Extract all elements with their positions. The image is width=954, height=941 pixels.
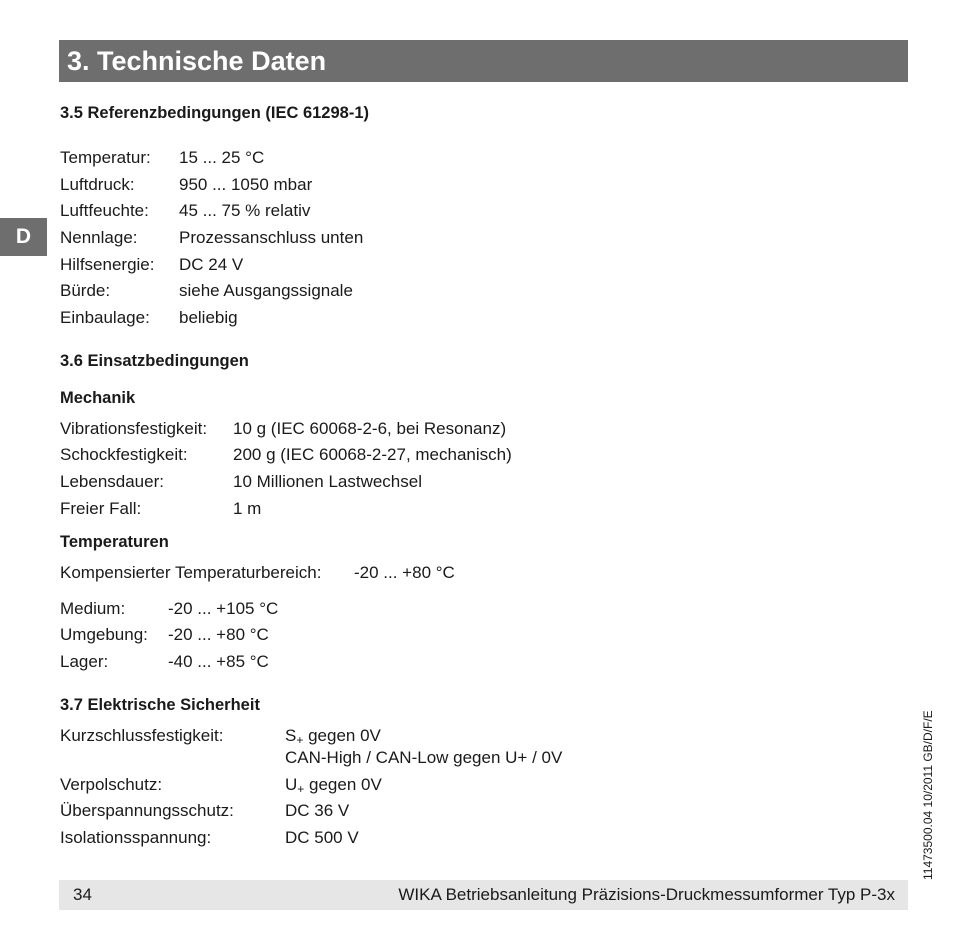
spec-value: siehe Ausgangssignale — [179, 281, 353, 300]
section-heading-operating-conditions: 3.6 Einsatzbedingungen — [60, 352, 249, 370]
value-subscript: + — [296, 733, 304, 747]
spec-label: Medium: — [60, 599, 126, 618]
spec-value: -40 ... +85 °C — [168, 652, 269, 671]
page-footer — [59, 880, 908, 910]
spec-value: DC 24 V — [179, 255, 244, 274]
spec-label: Isolationsspannung: — [60, 828, 212, 847]
subheading-mechanics: Mechanik — [60, 389, 136, 407]
value-text: gegen 0V — [304, 775, 382, 794]
chapter-header — [59, 40, 908, 82]
spec-label: Hilfsenergie: — [60, 255, 155, 274]
spec-label: Temperatur: — [60, 148, 151, 167]
spec-label: Verpolschutz: — [60, 775, 163, 794]
spec-value: 200 g (IEC 60068-2-27, mechanisch) — [233, 445, 512, 464]
spec-label: Überspannungsschutz: — [60, 801, 234, 820]
document-code: 11473500.04 10/2011 GB/D/F/E — [921, 710, 935, 880]
value-subscript: + — [297, 782, 305, 796]
spec-value: 10 Millionen Lastwechsel — [233, 472, 422, 491]
spec-label: Luftdruck: — [60, 175, 135, 194]
section-heading-reference-conditions: 3.5 Referenzbedingungen (IEC 61298-1) — [60, 104, 369, 122]
language-tab: D — [0, 218, 47, 256]
spec-label: Einbaulage: — [60, 308, 150, 327]
subheading-temperatures: Temperaturen — [60, 533, 169, 551]
spec-value: 45 ... 75 % relativ — [179, 201, 311, 220]
spec-value: 10 g (IEC 60068-2-6, bei Resonanz) — [233, 419, 507, 438]
value-symbol: U — [285, 775, 298, 794]
spec-label: Kompensierter Temperaturbereich: — [60, 563, 322, 582]
spec-value — [285, 726, 381, 750]
spec-value: 15 ... 25 °C — [179, 148, 265, 167]
value-text: gegen 0V — [303, 726, 381, 745]
section-heading-electrical-safety: 3.7 Elektrische Sicherheit — [60, 696, 260, 714]
spec-label: Bürde: — [60, 281, 111, 300]
spec-label: Nennlage: — [60, 228, 138, 247]
spec-value: 950 ... 1050 mbar — [179, 175, 313, 194]
spec-value: beliebig — [179, 308, 238, 327]
spec-label: Lebensdauer: — [60, 472, 164, 491]
spec-value: Prozessanschluss unten — [179, 228, 364, 247]
spec-label: Umgebung: — [60, 625, 148, 644]
spec-value: -20 ... +80 °C — [168, 625, 269, 644]
spec-value: CAN-High / CAN-Low gegen U+ / 0V — [285, 748, 563, 767]
spec-value: 1 m — [233, 499, 262, 518]
spec-label: Schockfestigkeit: — [60, 445, 188, 464]
spec-label: Vibrationsfestigkeit: — [60, 419, 208, 438]
spec-value: -20 ... +105 °C — [168, 599, 279, 618]
spec-value: DC 500 V — [285, 828, 359, 847]
value-symbol: S — [285, 726, 297, 745]
spec-value: DC 36 V — [285, 801, 350, 820]
footer-title: WIKA Betriebsanleitung Präzisions-Druckmessumformer Typ P-3x — [398, 885, 895, 904]
spec-label: Kurzschlussfestigkeit: — [60, 726, 224, 745]
spec-label: Freier Fall: — [60, 499, 142, 518]
spec-value — [285, 775, 382, 799]
spec-label: Lager: — [60, 652, 109, 671]
spec-value: -20 ... +80 °C — [354, 563, 455, 582]
page-number: 34 — [73, 885, 92, 904]
chapter-title: 3. Technische Daten — [67, 46, 327, 76]
spec-label: Luftfeuchte: — [60, 201, 149, 220]
